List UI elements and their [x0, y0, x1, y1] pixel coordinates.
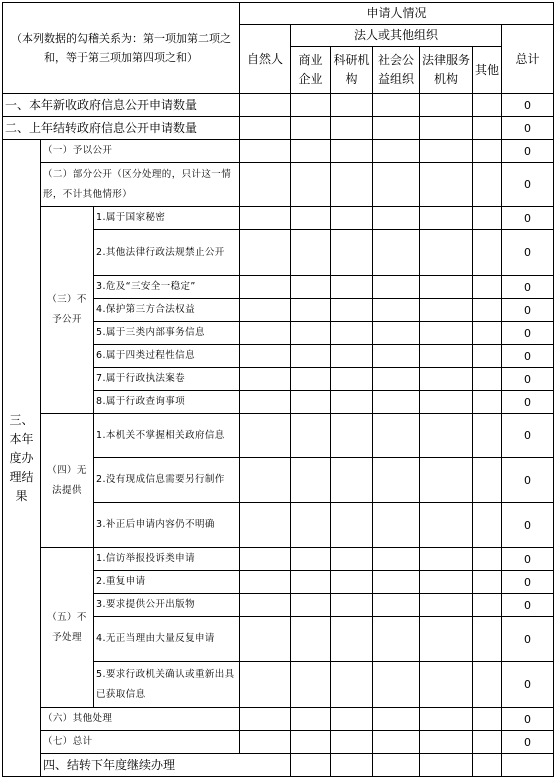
row-label: 1.属于国家秘密: [94, 207, 240, 230]
group-4-label: （四）无法提供: [41, 414, 94, 548]
header-total: 总计: [502, 25, 554, 94]
table-row: [3, 548, 554, 571]
table-row: [3, 731, 554, 754]
row-label: 4.无正当理由大量反复申请: [94, 617, 240, 662]
total-value: 0: [502, 571, 554, 594]
total-value: 0: [502, 391, 554, 414]
row-label: 4.保护第三方合法权益: [94, 299, 240, 322]
table-row: [3, 94, 554, 117]
total-value: 0: [502, 548, 554, 571]
table-row: [3, 708, 554, 731]
row-label: 3.要求提供公开出版物: [94, 594, 240, 617]
total-value: 0: [502, 117, 554, 140]
header-sub-commercial: 商业企业: [291, 47, 331, 94]
total-value: 0: [502, 617, 554, 662]
total-value: 0: [502, 345, 554, 368]
total-value: 0: [502, 503, 554, 548]
table-row: [3, 754, 554, 777]
statistics-table: [2, 2, 554, 777]
row-label: 1.信访举报投诉类申请: [94, 548, 240, 571]
total-value: 0: [502, 299, 554, 322]
row-label: （六）其他处理: [41, 708, 240, 731]
header-sub-research: 科研机构: [331, 47, 373, 94]
total-value: 0: [502, 140, 554, 163]
total-value: 0: [502, 731, 554, 754]
group-3-label: （三）不予公开: [41, 207, 94, 414]
row-label: 一、本年新收政府信息公开申请数量: [3, 94, 240, 117]
total-value: 0: [502, 594, 554, 617]
total-value: 0: [502, 458, 554, 503]
row-label: （二）部分公开（区分处理的，只计这一情形，不计其他情形）: [41, 163, 240, 207]
total-value: 0: [502, 414, 554, 458]
row-label: 5.要求行政机关确认或重新出具已获取信息: [94, 662, 240, 708]
row-label: （一）予以公开: [41, 140, 240, 163]
table-row: [3, 207, 554, 230]
row-label: 四、结转下年度继续办理: [41, 754, 291, 777]
total-value: 0: [502, 207, 554, 230]
table-row: [3, 117, 554, 140]
row-label: 3.补正后申请内容仍不明确: [94, 503, 240, 548]
row-label: 1.本机关不掌握相关政府信息: [94, 414, 240, 458]
total-value: 0: [502, 276, 554, 299]
row-label: 6.属于四类过程性信息: [94, 345, 240, 368]
header-note: （本列数据的勾稽关系为：第一项加第二项之和，等于第三项加第四项之和）: [3, 3, 240, 94]
row-label: 3.危及“三安全一稳定”: [94, 276, 240, 299]
total-value: 0: [502, 230, 554, 276]
header-applicant: 申请人情况: [240, 3, 554, 25]
row-label: 2.没有现成信息需要另行制作: [94, 458, 240, 503]
row-label: 5.属于三类内部事务信息: [94, 322, 240, 345]
header-legal-group: 法人或其他组织: [291, 25, 502, 47]
total-value: 0: [502, 662, 554, 708]
total-value: 0: [502, 368, 554, 391]
row-label: 2.重复申请: [94, 571, 240, 594]
row-label: 2.其他法律行政法规禁止公开: [94, 230, 240, 276]
table-row: [3, 140, 554, 163]
total-value: 0: [502, 94, 554, 117]
section-3-label: 三、本年度办理结果: [3, 140, 41, 777]
total-value: 0: [502, 708, 554, 731]
header-sub-other: 其他: [473, 47, 502, 94]
header-natural-person: 自然人: [240, 25, 291, 94]
total-value: 0: [502, 163, 554, 207]
header-sub-public-welfare: 社会公益组织: [373, 47, 420, 94]
row-label: （七）总计: [41, 731, 240, 754]
group-5-label: （五）不予处理: [41, 548, 94, 708]
row-label: 二、上年结转政府信息公开申请数量: [3, 117, 240, 140]
table-row: [3, 163, 554, 207]
header-sub-legal-service: 法律服务机构: [420, 47, 473, 94]
row-label: 8.属于行政查询事项: [94, 391, 240, 414]
row-label: 7.属于行政执法案卷: [94, 368, 240, 391]
table-row: [3, 414, 554, 458]
total-value: 0: [502, 322, 554, 345]
